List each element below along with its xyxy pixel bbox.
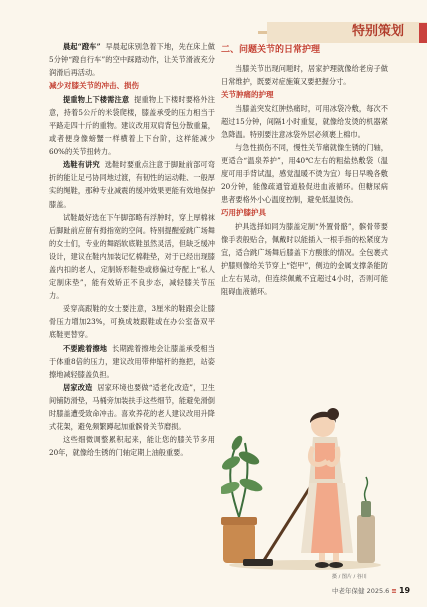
paragraph bbox=[49, 93, 215, 158]
paragraph-text: 早晨起床别急着下地，先在床上做5分钟“蹬自行车”的空中踩踏动作，让关节滑液充分润滑后再活动。 bbox=[49, 42, 215, 78]
page-number: 19 bbox=[398, 586, 411, 595]
footer-separator: ≡ bbox=[391, 587, 397, 595]
paragraph bbox=[49, 158, 215, 210]
section-header: 特别策划 bbox=[351, 24, 404, 39]
paragraph: 当膝盖突发红肿热痛时，可用冰袋冷敷，每次不超过15分钟，间隔1小时重复，就像给发烫的机器紧急降温。特别要注意冰袋外层必须裹上棉巾。 bbox=[221, 103, 388, 139]
subheading: 减少对膝关节的冲击、损伤 bbox=[49, 81, 139, 91]
paragraph-title: 晨起“蹬车” bbox=[63, 42, 101, 51]
section-heading: 二、问题关节的日常护理 bbox=[221, 45, 321, 55]
issue-label: 2025.6 bbox=[366, 587, 390, 595]
paragraph-text: 提重物上下楼时要格外注意，持着5公斤的米袋爬楼，膝盖承受的压力相当于平路走四十斤的重物。建议改用双肩背包分散重量，或者便身像螃蟹一样横着上下台阶，这样能减少60%的关节扭转力。 bbox=[49, 94, 215, 157]
paragraph-title: 选鞋有讲究 bbox=[63, 160, 100, 170]
paragraph-title: 提重物上下楼需注意 bbox=[63, 94, 130, 104]
header-bar bbox=[0, 11, 427, 39]
paragraph: 护具选择如同为膝盖定制“外置骨骼”，髌骨带要像手表般贴合，佩戴时以能插入一根手指的松紧度为宜，适合跳广场舞后膝盖下方酸胀的情况。全包裹式护膝则像给关节穿上“铠甲”，侧边的金属支撑条能防止左右晃动，但连续佩戴不宜超过4小时，否则可能阻碍血液循环。 bbox=[221, 221, 388, 297]
paragraph bbox=[49, 40, 215, 79]
paragraph: 与急性损伤不同，慢性关节痛就像生锈的门轴，更适合“温泉养护”，用40℃左右的粗盐热敷袋（温度可用手背试温，感觉温暖不烫为宜）每日早晚各敷20分钟，能像疏通管道般促进血液循环。但糖尿病患者要格外小心温度控制，避免低温烫伤。 bbox=[221, 142, 388, 205]
mop-head bbox=[243, 559, 273, 566]
right-column bbox=[221, 40, 388, 299]
side-cabinet bbox=[357, 515, 375, 563]
paragraph-title: 居家改造 bbox=[63, 382, 93, 392]
subheading: 关节肿痛的护理 bbox=[221, 90, 274, 100]
paragraph bbox=[49, 381, 215, 433]
magazine-name: 中老年保健 bbox=[332, 587, 365, 595]
paragraph-text: 选鞋时要重点注意于脚趾前部可弯折的能让足弓协同地过渡，有韧性的运动鞋、一般厚实的绳鞋，那种专业减震的缓冲效果更能有效地保护膝盖。 bbox=[49, 160, 215, 209]
paragraph: 当膝关节出现问题时，居家护理就像给老房子做日常维护，既要对症施策又要把握分寸。 bbox=[221, 64, 388, 87]
subheading: 巧用护膝护具 bbox=[221, 208, 266, 218]
paragraph-title: 不要跪着擦地 bbox=[63, 343, 108, 353]
flower-pot bbox=[223, 523, 255, 563]
corner-tab bbox=[419, 23, 427, 43]
left-column bbox=[49, 40, 215, 459]
illustration-credit: 摄 / 图片 / 谷川 bbox=[332, 574, 367, 580]
paragraph: 这些细微调整累积起来，能让您的膝关节多用20年，就像给生锈的门轴定期上油般重要。 bbox=[49, 435, 215, 458]
paragraph-text: 居家环境也要做“适老化改造”，卫生间铺防滑垫，马桶旁加装扶手这些细节，能避免滑倒时膝盖遭受致命冲击。喜欢养花的老人建议改用升降式花架，避免频繁蹲起加重髌骨关节磨损。 bbox=[49, 382, 215, 432]
page-footer bbox=[332, 586, 410, 595]
paragraph-text: 长期跪着擦地会让膝盖承受相当于体重8倍的压力，建议改用带伸缩杆的拖把，站姿擦地减轻膝盖负担。 bbox=[49, 343, 215, 379]
paragraph: 试鞋最好选在下午脚部略有浮肿时，穿上厚棉袜后脚趾前应留有拇指宽的空间。特别提醒爱跳广场舞的女士们，专业的舞蹈软底鞋虽然灵活，但缺乏缓冲设计，建议在鞋内加装记忆棉鞋垫，对于已经出现膝盖内扣的老人，定制矫形鞋垫或修偏过夸配上“私人定制床垫”，能有效矫正不良步态，减轻膝关节压力。 bbox=[49, 212, 215, 301]
paragraph: 妥穿高跟鞋的女士要注意，3厘米的鞋跟会让膝骨压力增加23%，可换成坡跟鞋或在办公室备双平底鞋更替穿。 bbox=[49, 304, 215, 340]
cleaning-illustration bbox=[221, 403, 388, 573]
paragraph bbox=[49, 342, 215, 381]
